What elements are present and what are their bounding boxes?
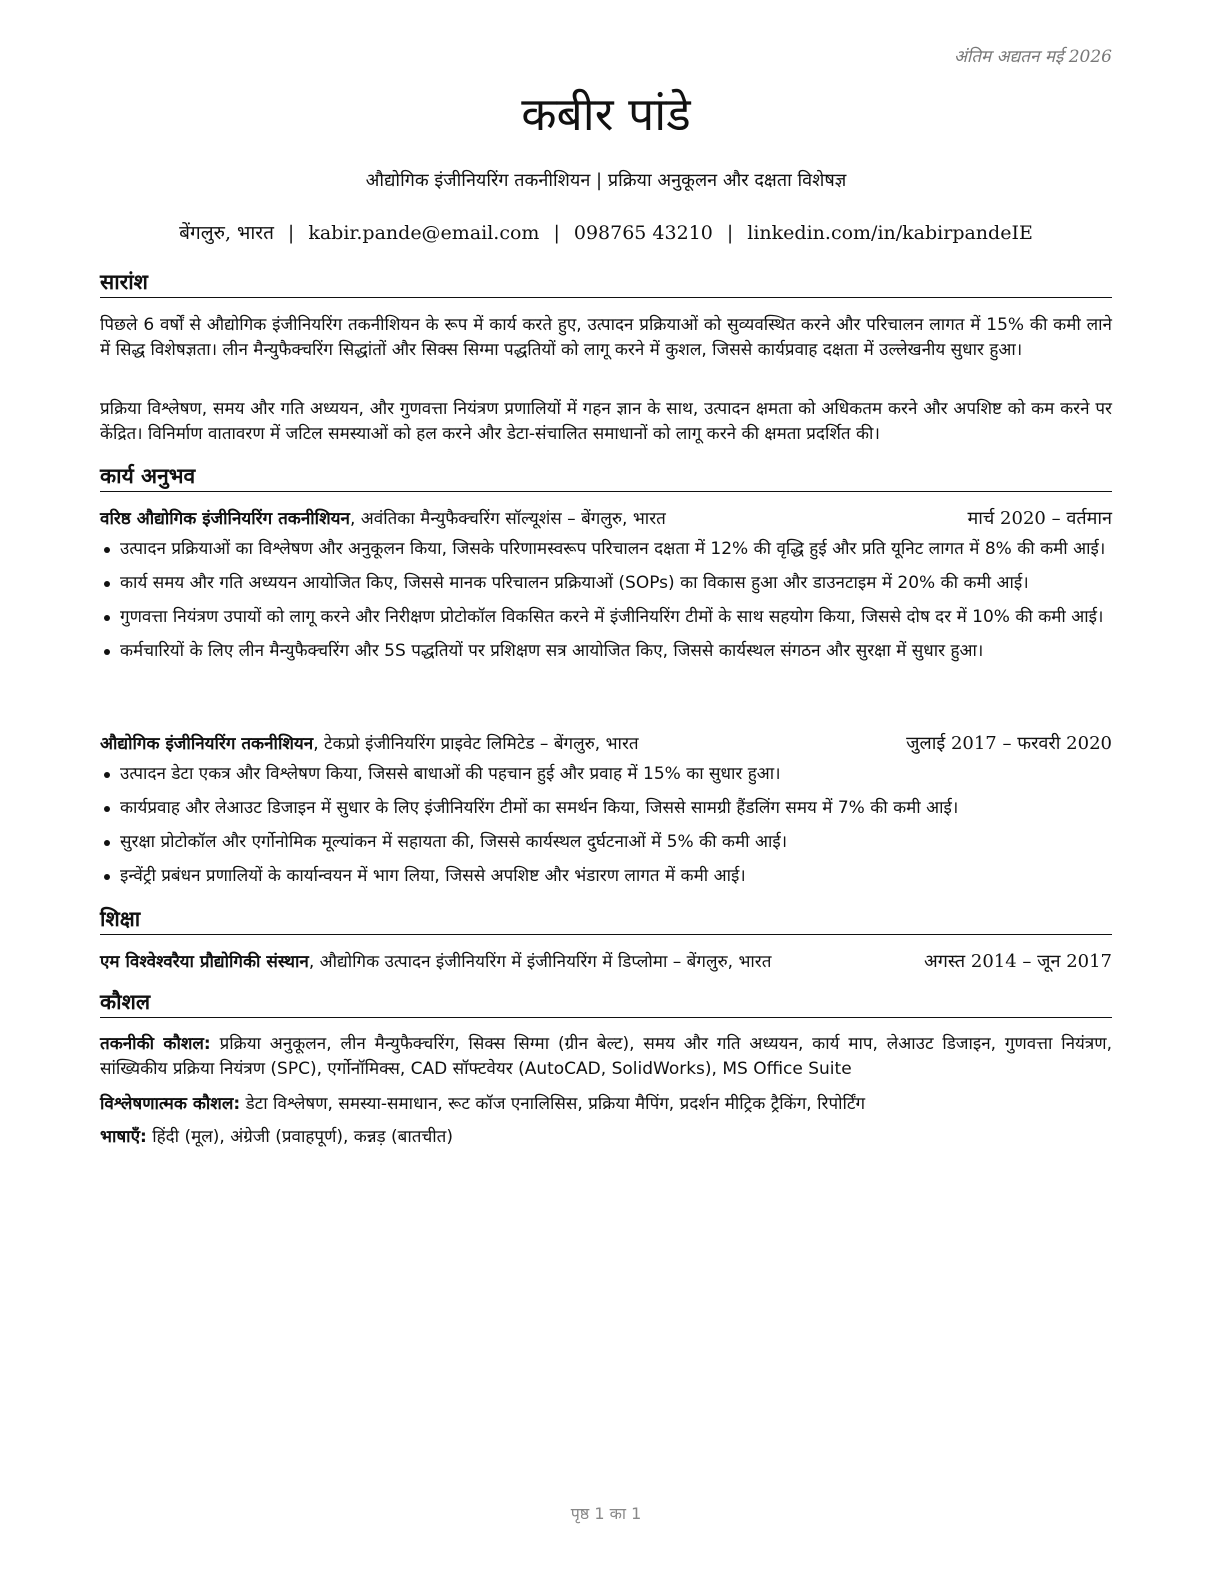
location: बेंगलुरु, भारत xyxy=(179,222,274,244)
job-header xyxy=(100,507,1112,531)
education-detail: , औद्योगिक उत्पादन इंजीनियरिंग में इंजीनियरिंग में डिप्लोमा – बेंगलुरु, भारत xyxy=(308,952,772,972)
last-updated: अंतिम अद्यतन मई 2026 xyxy=(953,47,1112,67)
skill-label: भाषाएँ: xyxy=(100,1127,147,1147)
section-title-education: शिक्षा xyxy=(100,905,1112,935)
list-item: कार्यप्रवाह और लेआउट डिजाइन में सुधार के लिए इंजीनियरिंग टीमों का समर्थन किया, जिससे सामग्री हैंडलिंग समय में 7% की कमी आई। xyxy=(100,796,1112,820)
job-dates: जुलाई 2017 – फरवरी 2020 xyxy=(906,733,1112,754)
email-link[interactable]: kabir.pande@email.com xyxy=(308,222,540,244)
separator: | xyxy=(726,222,734,244)
job-header xyxy=(100,732,1112,756)
skill-values: हिंदी (मूल), अंग्रेजी (प्रवाहपूर्ण), कन्नड़ (बातचीत) xyxy=(146,1127,453,1147)
skill-values: डेटा विश्लेषण, समस्या-समाधान, रूट कॉज एनालिसिस, प्रक्रिया मैपिंग, प्रदर्शन मीट्रिक ट्रैकिंग, रिपोर्टिंग xyxy=(240,1094,866,1114)
list-item: इन्वेंट्री प्रबंधन प्रणालियों के कार्यान्वयन में भाग लिया, जिससे अपशिष्ट और भंडारण लागत में कमी आई। xyxy=(100,864,1112,888)
institution: एम विश्वेश्वरैया प्रौद्योगिकी संस्थान xyxy=(100,952,309,972)
separator: | xyxy=(553,222,560,244)
section-title-skills: कौशल xyxy=(100,988,1112,1018)
list-item: उत्पादन प्रक्रियाओं का विश्लेषण और अनुकूलन किया, जिसके परिणामस्वरूप परिचालन दक्षता में 12% की वृद्धि हुई और प्रति यूनिट लागत में 8% की कमी आई। xyxy=(100,537,1112,561)
job-role: औद्योगिक इंजीनियरिंग तकनीशियन xyxy=(100,734,314,754)
list-item: कर्मचारियों के लिए लीन मैन्युफैक्चरिंग और 5S पद्धतियों पर प्रशिक्षण सत्र आयोजित किए, जिससे कार्यस्थल संगठन और सुरक्षा में सुधार हुआ। xyxy=(100,639,1112,663)
candidate-name: कबीर पांडे xyxy=(521,87,691,141)
resume-page xyxy=(100,0,1112,1584)
tagline: औद्योगिक इंजीनियरिंग तकनीशियन | प्रक्रिया अनुकूलन और दक्षता विशेषज्ञ xyxy=(365,170,847,191)
education-dates: अगस्त 2014 – जून 2017 xyxy=(924,951,1112,972)
skill-label: तकनीकी कौशल: xyxy=(100,1034,211,1054)
languages xyxy=(100,1125,1112,1150)
technical-skills xyxy=(100,1032,1112,1082)
skill-label: विश्लेषणात्मक कौशल: xyxy=(100,1094,241,1114)
summary-paragraph: प्रक्रिया विश्लेषण, समय और गति अध्ययन, और गुणवत्ता नियंत्रण प्रणालियों में गहन ज्ञान के साथ, उत्पादन क्षमता को अधिकतम करने और अपशिष्ट को कम करने पर केंद्रित। विनिर्माण वातावरण में जटिल समस्याओं को हल करने और डेटा-संचालित समाधानों को लागू करने की क्षमता प्रदर्शित की। xyxy=(100,399,1112,444)
education-entry xyxy=(100,950,1112,974)
page-number: पृष्ठ 1 का 1 xyxy=(570,1504,642,1523)
job-company: , टेकप्रो इंजीनियरिंग प्राइवेट लिमिटेड – बेंगलुरु, भारत xyxy=(313,734,639,754)
job-bullets xyxy=(100,762,1112,898)
analytical-skills xyxy=(100,1092,1112,1117)
job-dates: मार्च 2020 – वर्तमान xyxy=(967,508,1112,529)
list-item: सुरक्षा प्रोटोकॉल और एर्गोनोमिक मूल्यांकन में सहायता की, जिससे कार्यस्थल दुर्घटनाओं में 5% की कमी आई। xyxy=(100,830,1112,854)
list-item: उत्पादन डेटा एकत्र और विश्लेषण किया, जिससे बाधाओं की पहचान हुई और प्रवाह में 15% का सुधार हुआ। xyxy=(100,762,1112,786)
job-bullets xyxy=(100,537,1112,673)
job-company: , अवंतिका मैन्युफैक्चरिंग सॉल्यूशंस – बेंगलुरु, भारत xyxy=(349,509,666,529)
list-item: गुणवत्ता नियंत्रण उपायों को लागू करने और निरीक्षण प्रोटोकॉल विकसित करने में इंजीनियरिंग टीमों के साथ सहयोग किया, जिससे दोष दर में 10% की कमी आई। xyxy=(100,605,1112,629)
separator: | xyxy=(287,222,295,244)
linkedin-link[interactable]: linkedin.com/in/kabirpandeIE xyxy=(747,222,1033,244)
job-role: वरिष्ठ औद्योगिक इंजीनियरिंग तकनीशियन xyxy=(100,509,350,529)
section-title-experience: कार्य अनुभव xyxy=(100,462,1112,492)
skill-values: प्रक्रिया अनुकूलन, लीन मैन्युफैक्चरिंग, सिक्स सिग्मा (ग्रीन बेल्ट), समय और गति अध्ययन, कार्य माप, लेआउट डिजाइन, गुणवत्ता नियंत्रण, सांख्यिकीय प्रक्रिया नियंत्रण (SPC), एर्गोनॉमिक्स, CAD सॉफ्टवेयर (AutoCAD, SolidWorks), MS Office Suite xyxy=(100,1034,1112,1079)
phone: 098765 43210 xyxy=(573,222,713,244)
contact-line xyxy=(100,219,1112,245)
summary-paragraph: पिछले 6 वर्षों से औद्योगिक इंजीनियरिंग तकनीशियन के रूप में कार्य करते हुए, उत्पादन प्रक्रियाओं को सुव्यवस्थित करने और परिचालन लागत में 15% की कमी लाने में सिद्ध विशेषज्ञता। लीन मैन्युफैक्चरिंग सिद्धांतों और सिक्स सिग्मा पद्धतियों को लागू करने में कुशल, जिससे कार्यप्रवाह दक्षता में उल्लेखनीय सुधार हुआ। xyxy=(100,315,1112,360)
list-item: कार्य समय और गति अध्ययन आयोजित किए, जिससे मानक परिचालन प्रक्रियाओं (SOPs) का विकास हुआ और डाउनटाइम में 20% की कमी आई। xyxy=(100,571,1112,595)
section-title-summary: सारांश xyxy=(100,268,1112,298)
